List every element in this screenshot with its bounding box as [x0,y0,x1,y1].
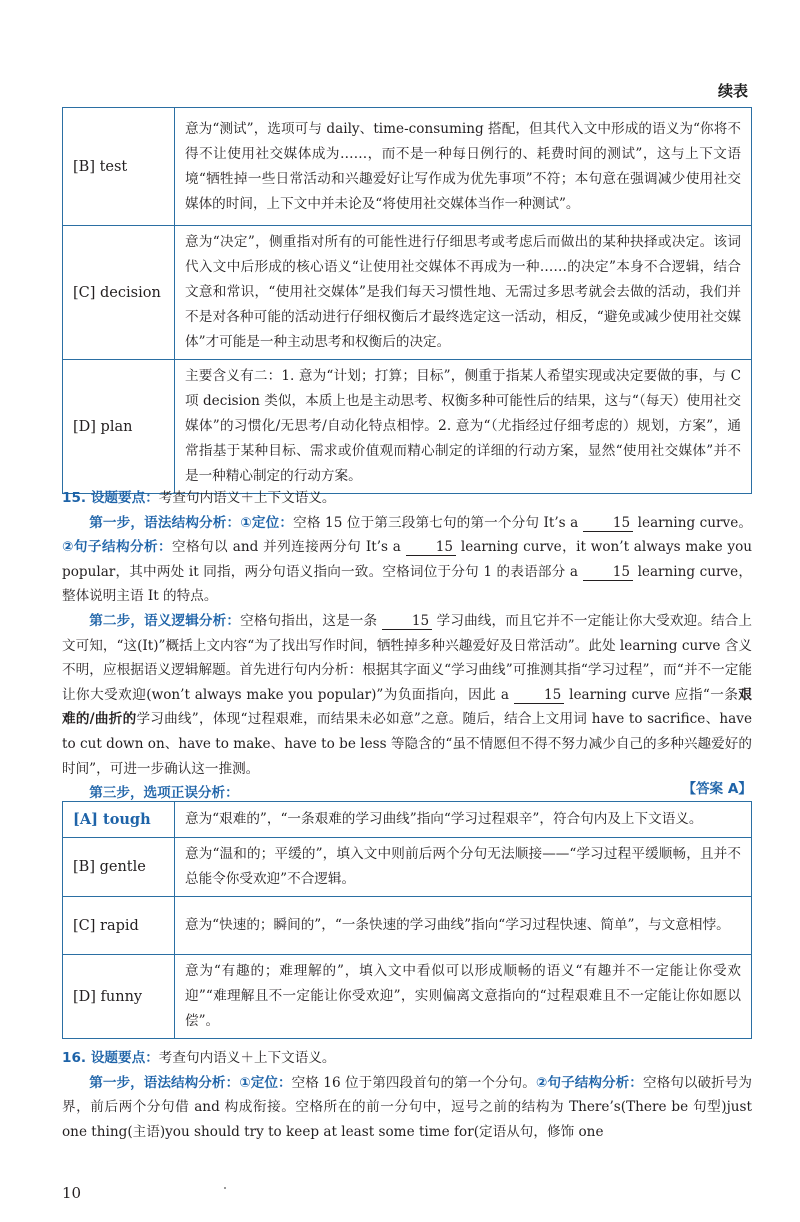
page-number: 10 [62,1184,82,1202]
q15-heading-label: 15. 设题要点： [62,490,159,506]
q16-heading-text: 考查句内语义＋上下文语义。 [158,1050,336,1066]
table-row [63,108,752,226]
option-label: [C] decision [63,226,175,360]
continued-table-label: 续表 [717,82,748,100]
options-table-q15 [62,801,752,1039]
step-label: 第二步，语义逻辑分析： [89,612,241,629]
option-label: [D] plan [63,360,175,494]
options-table-q14 [62,107,752,494]
paragraph-text: learning curve。 [637,514,753,531]
table-row [63,838,752,897]
paragraph-text: learning curve，it won’t always make you popular，其中两处 it 同指，两分句语义指向一致。空格词位于分句 1 的表语部分 a [62,539,753,580]
option-explanation: 意为“有趣的；难理解的”，填入文中看似可以形成顺畅的语义“有趣并不一定能让你受欢迎”“难理解且不一定能让你受欢迎”，实则偏离文意指向的“过程艰难且不一定能让你如愿以偿”。 [175,955,752,1039]
step-sublabel: ①定位： [239,1074,292,1091]
option-explanation: 意为“测试”，选项可与 daily、time-consuming 搭配，但其代入文中形成的语义为“你将不得不让使用社交媒体成为……，而不是一种每日例行的、耗费时间的测试”，这与上下文语境“牺牲掉一些日常活动和兴趣爱好让写作成为优先事项”不符；本句意在强调减少使用社交媒体的时间，上下文中并未论及“将使用社交媒体当作一种测试”。 [175,108,752,226]
option-explanation: 意为“温和的；平缓的”，填入文中则前后两个分句无法顺接——“学习过程平缓顺畅，且并不总能令你受欢迎”不合逻辑。 [175,838,752,897]
option-explanation: 意为“快速的；瞬间的”，“一条快速的学习曲线”指向“学习过程快速、简单”，与文意相悖。 [175,897,752,955]
paragraph-text: 空格句指出，这是一条 [240,612,378,629]
q16-heading-label: 16. 设题要点： [62,1050,159,1066]
table-row [63,360,752,494]
option-label: [D] funny [63,955,175,1039]
paragraph-text: 学习曲线”，体现“过程艰难，而结果未必如意”之意。随后，结合上文用词 have to sacrifice、have to cut down on、have to make、have to be less 等隐含的“虽不情愿但不得不努力减少自己的多种兴趣爱好的时间”，可进一步确认这一推测。 [62,711,753,777]
print-speck [224,1187,226,1189]
blank-15: 15 [514,687,565,704]
blank-15: 15 [406,539,457,556]
step-sublabel: ②句子结构分析： [535,1074,643,1091]
paragraph-text: 空格 15 位于第三段第七句的第一个分句 It’s a [293,514,579,531]
step-sublabel: ②句子结构分析： [62,539,172,556]
paragraph-text: 空格句以 and 并列连接两分句 It’s a [172,539,401,556]
step-label: 第一步，语法结构分析： [89,514,241,531]
blank-15: 15 [583,564,634,581]
paragraph-text: learning curve，整体说明主语 It 的特点。 [62,563,752,605]
blank-15: 15 [382,613,433,630]
q15-step1 [62,511,752,609]
q16-analysis [62,1046,752,1144]
q15-heading-text: 考查句内语义＋上下文语义。 [158,490,336,506]
table-row [63,802,752,838]
option-explanation: 主要含义有二：1. 意为“计划；打算；目标”，侧重于指某人希望实现或决定要做的事，与 C 项 decision 类似，本质上也是主动思考、权衡多种可能性后的结果，这与“（每天）使用社交媒体”的习惯化/无思考/自动化特点相悖。2. 意为“（尤指经过仔细考虑的）规划，方案”，通常指基于某种目标、需求或价值观而精心制定的详细的行动方案，显然“使用社交媒体”并不是一种精心制定的行动方案。 [175,360,752,494]
option-label: [B] test [63,108,175,226]
q15-analysis [62,486,752,806]
q16-step1 [62,1071,752,1145]
table-row [63,897,752,955]
option-label: [C] rapid [63,897,175,955]
table-row [63,226,752,360]
option-label: [B] gentle [63,838,175,897]
option-label-correct: [A] tough [63,802,175,838]
step-label: 第三步，选项正误分析： [89,785,239,802]
step-sublabel: ①定位： [240,514,294,531]
paragraph-text: 学习曲线，而且它并不一定能让你大受欢迎。结合上文可知，“这(It)”概括上文内容“为了找出写作时间，牺牲掉多种兴趣爱好及日常活动”。此处 learning curve 含义不明，应根据语义逻辑解题。首先进行句内分析：根据其字面义“学习曲线”可推测其指“学习过程”，而“并不一定能让你大受欢迎(won’t always make you popular)”为负面指向，因此 a [62,612,753,703]
bold-emphasis: 艰难的/曲折的 [62,686,752,728]
q15-step2 [62,609,752,781]
paragraph-text: 空格 16 位于第四段首句的第一个分句。 [291,1074,536,1091]
answer-badge: 【答案 A】 [682,781,752,797]
q16-heading [62,1046,752,1071]
table-row [63,955,752,1039]
option-explanation: 意为“艰难的”，“一条艰难的学习曲线”指向“学习过程艰辛”，符合句内及上下文语义。 [175,802,752,838]
q15-heading [62,486,752,511]
paragraph-text: 空格句以破折号为界，前后两个分句借 and 构成衔接。空格所在的前一分句中，逗号之前的结构为 There’s(There be 句型)just one thing(主语)you should try to keep at least some time for(定语从句，修饰 one [62,1074,752,1140]
step-label: 第一步，语法结构分析： [89,1074,240,1091]
option-explanation: 意为“决定”，侧重指对所有的可能性进行仔细思考或考虑后而做出的某种抉择或决定。该词代入文中后形成的核心语义“让使用社交媒体不再成为一种……的决定”本身不合逻辑，结合文意和常识，“使用社交媒体”是我们每天习惯性地、无需过多思考就会去做的活动，我们并不是对各种可能的活动进行仔细权衡后才最终选定这一活动，相反，“避免或减少使用社交媒体”才可能是一种主动思考和权衡后的决定。 [175,226,752,360]
blank-15: 15 [583,515,634,532]
paragraph-text: learning curve 应指“一条 [569,686,739,703]
